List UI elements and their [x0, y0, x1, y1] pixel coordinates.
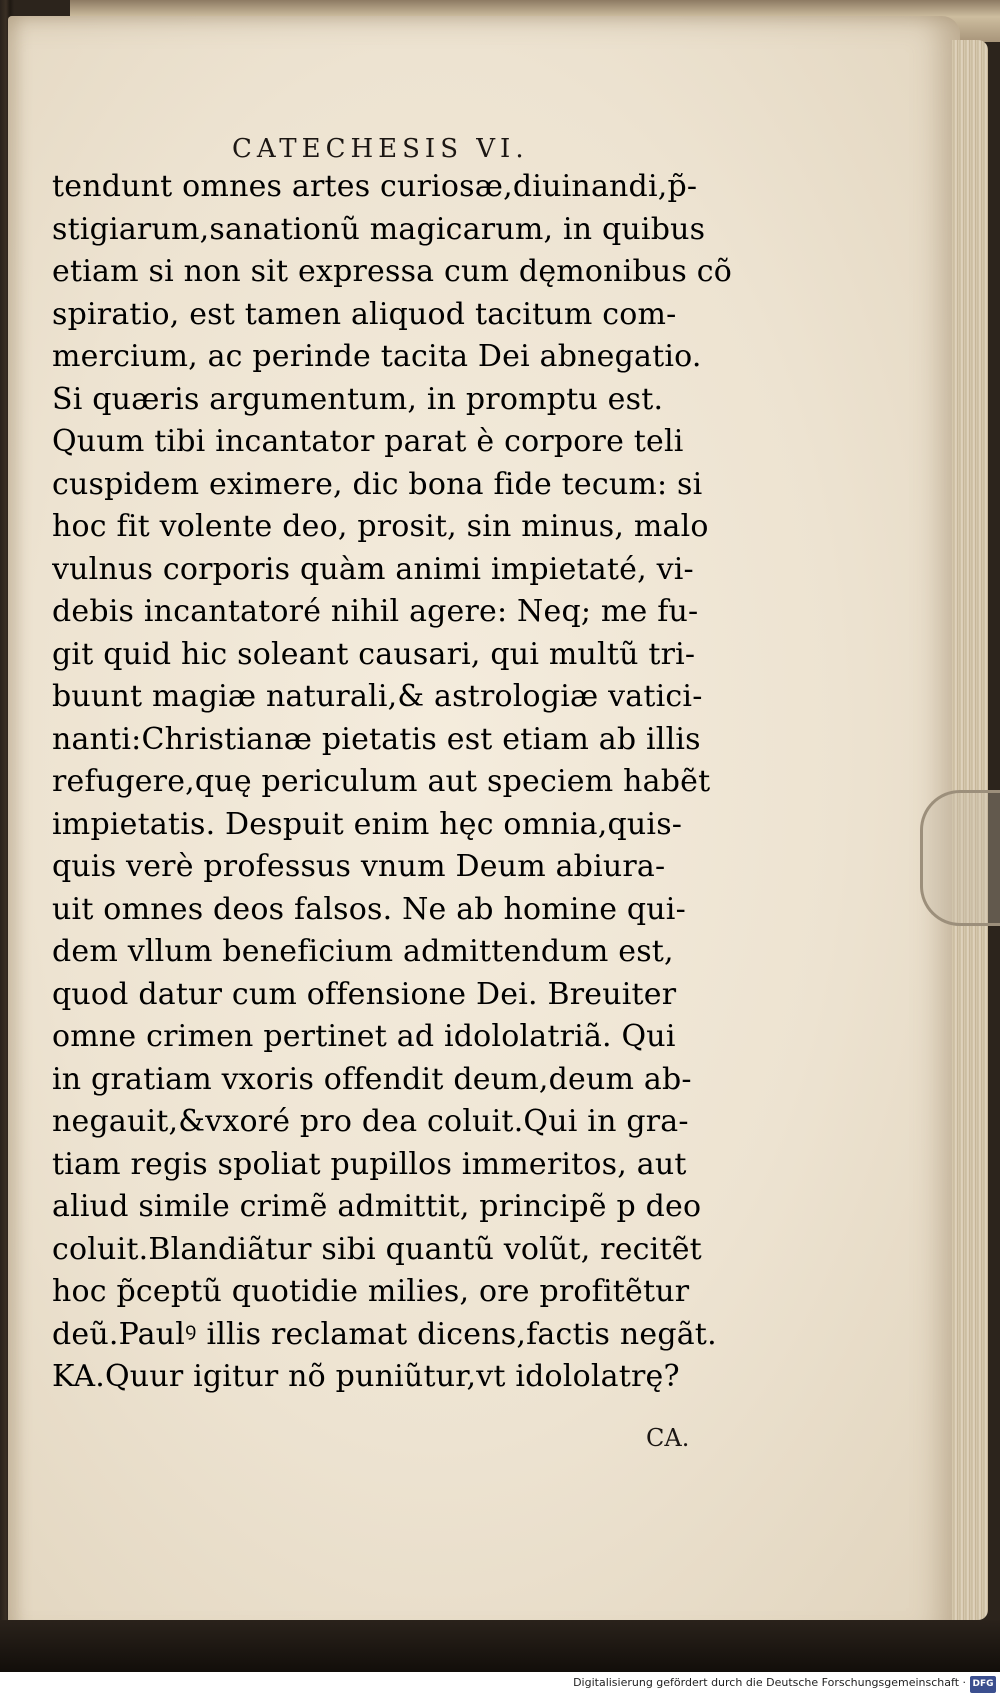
- text-line: omne crimen pertinet ad idololatriã. Qui: [52, 1019, 676, 1054]
- text-block: [52, 166, 742, 1399]
- text-line: cuspidem eximere, dic bona fide tecum: si: [52, 466, 703, 502]
- text-line: coluit.Blandiãtur sibi quantũ volũt, recitẽt: [52, 1231, 702, 1267]
- text-line: aliud simile crimẽ admittit, principẽ p deo: [52, 1189, 702, 1224]
- text-line: refugere,quę periculum aut speciem habẽt: [52, 764, 711, 799]
- funding-credit: Digitalisierung gefördert durch die Deutsche Forschungsgemeinschaft ·: [573, 1676, 966, 1689]
- text-line: mercium, ac perinde tacita Dei abnegatio.: [52, 339, 702, 374]
- footer-bar: [0, 1672, 1000, 1699]
- book-page: [8, 16, 960, 1644]
- text-line: dem vllum beneficium admittendum est,: [52, 934, 674, 969]
- text-line: deũ.Paulꝰ illis reclamat dicens,factis negãt.: [52, 1316, 717, 1352]
- text-line: quis verè professus vnum Deum abiura-: [52, 849, 666, 884]
- text-line: negauit,&vxoré pro dea coluit.Qui in gra-: [52, 1104, 689, 1139]
- text-line: git quid hic soleant causari, qui multũ tri-: [52, 636, 696, 672]
- running-head: CATECHESIS VI.: [232, 134, 529, 164]
- text-line: debis incantatoré nihil agere: Neq; me fu-: [52, 594, 699, 629]
- text-line: Si quæris argumentum, in promptu est.: [52, 381, 664, 417]
- page-clip: [920, 790, 1000, 926]
- text-line: in gratiam vxoris offendit deum,deum ab-: [52, 1061, 692, 1097]
- text-line: hoc p̃ceptũ quotidie milies, ore profitẽtur: [52, 1274, 690, 1309]
- text-line: nanti:Christianæ pietatis est etiam ab illis: [52, 721, 701, 757]
- catchword: CA.: [646, 1424, 690, 1452]
- text-line: stigiarum,sanationũ magicarum, in quibus: [52, 211, 706, 247]
- text-line: etiam si non sit expressa cum dęmonibus cõ: [52, 254, 733, 289]
- text-line: hoc fit volente deo, prosit, sin minus, malo: [52, 509, 709, 544]
- text-line: KA.Quur igitur nõ puniũtur,vt idololatrę?: [52, 1359, 680, 1394]
- text-line: spiratio, est tamen aliquod tacitum com-: [52, 296, 677, 332]
- text-line: buunt magiæ naturali,& astrologiæ vatici-: [52, 679, 703, 714]
- text-line: Quum tibi incantator parat è corpore teli: [52, 424, 684, 459]
- text-line: vulnus corporis quàm animi impietaté, vi-: [52, 551, 694, 587]
- dfg-logo: DFG: [970, 1676, 996, 1693]
- text-line: uit omnes deos falsos. Ne ab homine qui-: [52, 891, 686, 927]
- text-line: impietatis. Despuit enim hęc omnia,quis-: [52, 806, 683, 842]
- scan-bottom-shadow: [0, 1620, 1000, 1672]
- text-line: tiam regis spoliat pupillos immeritos, aut: [52, 1146, 687, 1182]
- text-line: quod datur cum offensione Dei. Breuiter: [52, 976, 677, 1012]
- text-line: tendunt omnes artes curiosæ,diuinandi,p̃-: [52, 169, 698, 204]
